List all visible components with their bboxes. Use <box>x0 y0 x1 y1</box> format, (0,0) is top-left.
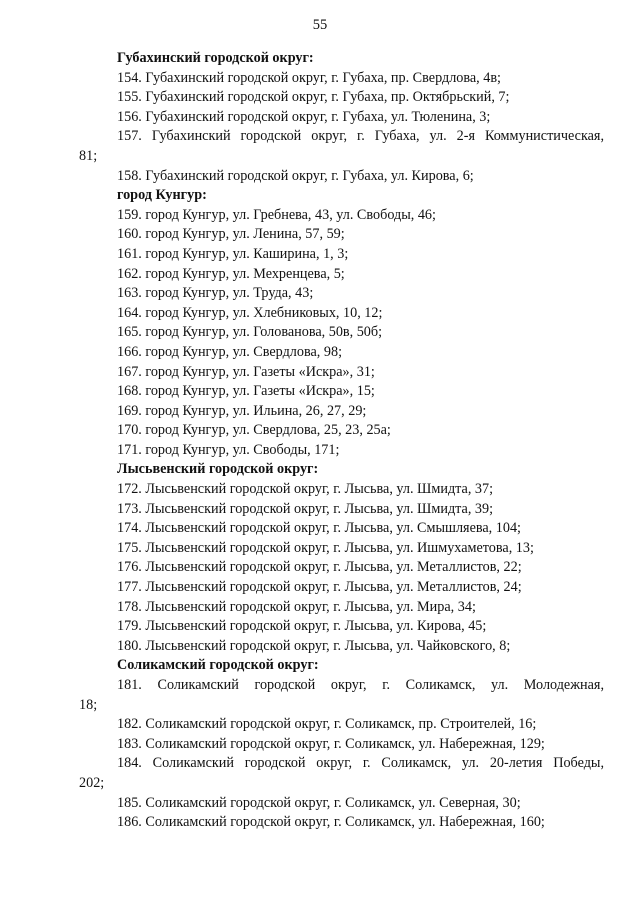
address-entry: 158. Губахинский городской округ, г. Губаха, ул. Кирова, 6; <box>117 167 474 184</box>
section-heading: Лысьвенский городской округ: <box>117 461 319 478</box>
address-entry: 169. город Кунгур, ул. Ильина, 26, 27, 29; <box>117 402 367 419</box>
address-entry: 185. Соликамский городской округ, г. Соликамск, ул. Северная, 30; <box>117 794 521 811</box>
address-entry: 157. Губахинский городской округ, г. Губаха, ул. 2-я Коммунистическая, <box>117 128 604 145</box>
section-heading: Губахинский городской округ: <box>117 50 314 66</box>
address-entry: 180. Лысьвенский городской округ, г. Лысьва, ул. Чайковского, 8; <box>117 637 511 654</box>
section-heading: город Кунгур: <box>117 187 207 204</box>
address-entry: 178. Лысьвенский городской округ, г. Лысьва, ул. Мира, 34; <box>117 598 476 615</box>
address-entry: 182. Соликамский городской округ, г. Соликамск, пр. Строителей, 16; <box>117 716 537 733</box>
address-entry: 171. город Кунгур, ул. Свободы, 171; <box>117 441 340 458</box>
address-entry: 179. Лысьвенский городской округ, г. Лысьва, ул. Кирова, 45; <box>117 618 487 635</box>
address-entry: 173. Лысьвенский городской округ, г. Лысьва, ул. Шмидта, 39; <box>117 500 494 517</box>
address-entry: 155. Губахинский городской округ, г. Губаха, пр. Октябрьский, 7; <box>117 89 510 106</box>
address-entry: 183. Соликамский городской округ, г. Соликамск, ул. Набережная, 129; <box>117 735 545 752</box>
address-entry: 162. город Кунгур, ул. Мехренцева, 5; <box>117 265 345 282</box>
address-entry: 170. город Кунгур, ул. Свердлова, 25, 23, 25а; <box>117 422 391 439</box>
address-entry-continuation: 202; <box>79 774 105 791</box>
address-entry: 172. Лысьвенский городской округ, г. Лысьва, ул. Шмидта, 37; <box>117 481 494 498</box>
address-entry: 167. город Кунгур, ул. Газеты «Искра», 31; <box>117 363 375 380</box>
address-entry: 165. город Кунгур, ул. Голованова, 50в, 50б; <box>117 324 383 341</box>
section-heading: Соликамский городской округ: <box>117 657 319 674</box>
address-entry-continuation: 81; <box>79 147 98 164</box>
address-entry: 164. город Кунгур, ул. Хлебниковых, 10, 12; <box>117 304 383 321</box>
address-entry: 181. Соликамский городской округ, г. Соликамск, ул. Молодежная, <box>117 677 604 693</box>
address-entry-continuation: 18; <box>79 696 98 713</box>
address-list <box>79 49 604 833</box>
address-entry: 163. город Кунгур, ул. Труда, 43; <box>117 285 314 302</box>
page-number: 55 <box>312 17 328 33</box>
address-entry: 184. Соликамский городской округ, г. Соликамск, ул. 20-летия Победы, <box>117 755 604 772</box>
address-entry: 156. Губахинский городской округ, г. Губаха, ул. Тюленина, 3; <box>117 108 491 125</box>
address-entry: 168. город Кунгур, ул. Газеты «Искра», 15; <box>117 383 375 400</box>
address-entry: 177. Лысьвенский городской округ, г. Лысьва, ул. Металлистов, 24; <box>117 579 522 596</box>
address-entry: 159. город Кунгур, ул. Гребнева, 43, ул. Свободы, 46; <box>117 206 436 223</box>
address-entry: 154. Губахинский городской округ, г. Губаха, пр. Свердлова, 4в; <box>117 69 501 86</box>
address-entry: 166. город Кунгур, ул. Свердлова, 98; <box>117 343 343 360</box>
address-entry: 160. город Кунгур, ул. Ленина, 57, 59; <box>117 226 345 243</box>
address-entry: 174. Лысьвенский городской округ, г. Лысьва, ул. Смышляева, 104; <box>117 520 521 537</box>
address-entry: 161. город Кунгур, ул. Каширина, 1, 3; <box>117 245 349 262</box>
address-entry: 176. Лысьвенский городской округ, г. Лысьва, ул. Металлистов, 22; <box>117 559 522 576</box>
address-entry: 175. Лысьвенский городской округ, г. Лысьва, ул. Ишмухаметова, 13; <box>117 539 534 556</box>
address-entry: 186. Соликамский городской округ, г. Соликамск, ул. Набережная, 160; <box>117 814 545 831</box>
